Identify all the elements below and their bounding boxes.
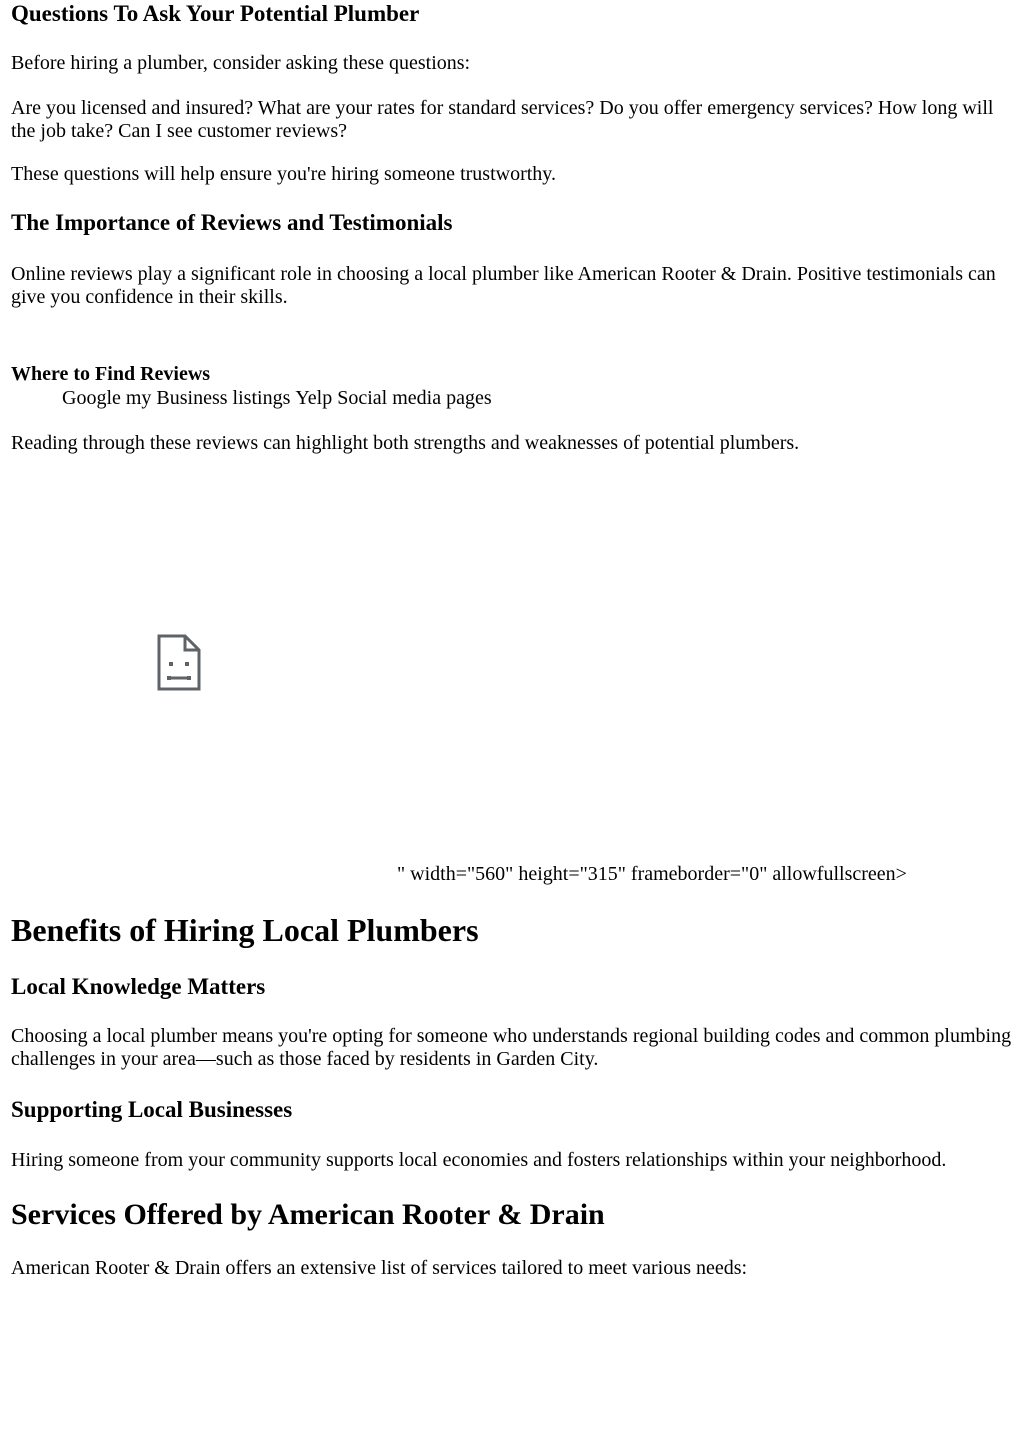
reviews-body: Online reviews play a significant role in choosing a local plumber like American Rooter & Drain. Positive testimonials can give you confidence in their skills. (11, 263, 996, 308)
local-knowledge-body: Choosing a local plumber means you're opting for someone who understands regional building codes and common plumbing challenges in your area—such as those faced by residents in Garden City. (11, 1025, 1012, 1070)
questions-intro: Before hiring a plumber, consider asking these questions: (11, 52, 471, 74)
local-knowledge-heading: Local Knowledge Matters (11, 974, 266, 999)
review-source-google: Google my Business listings (62, 387, 291, 409)
questions-heading: Questions To Ask Your Potential Plumber (11, 1, 420, 26)
services-heading: Services Offered by American Rooter & Drain (11, 1198, 605, 1231)
review-source-yelp: Yelp (295, 387, 333, 409)
supporting-local-body: Hiring someone from your community supports local economies and fosters relationships within your neighborhood. (11, 1149, 947, 1171)
benefits-heading: Benefits of Hiring Local Plumbers (11, 912, 479, 948)
services-intro: American Rooter & Drain offers an extensive list of services tailored to meet various needs: (11, 1257, 748, 1279)
broken-page-icon (157, 634, 201, 691)
questions-outro: These questions will help ensure you're hiring someone trustworthy. (11, 163, 556, 185)
where-reviews-heading: Where to Find Reviews (11, 362, 211, 385)
review-source-social: Social media pages (337, 387, 492, 409)
reviews-outro: Reading through these reviews can highlight both strengths and weaknesses of potential plumbers. (11, 432, 800, 454)
reviews-heading: The Importance of Reviews and Testimonials (11, 210, 453, 235)
embed-tail-text: " width="560" height="315" frameborder="0" allowfullscreen> (397, 863, 907, 885)
questions-list-text: Are you licensed and insured? What are your rates for standard services? Do you offer emergency services? How long will the job take? Can I see customer reviews? (11, 97, 994, 142)
supporting-local-heading: Supporting Local Businesses (11, 1097, 293, 1122)
review-sources-list (62, 387, 492, 410)
